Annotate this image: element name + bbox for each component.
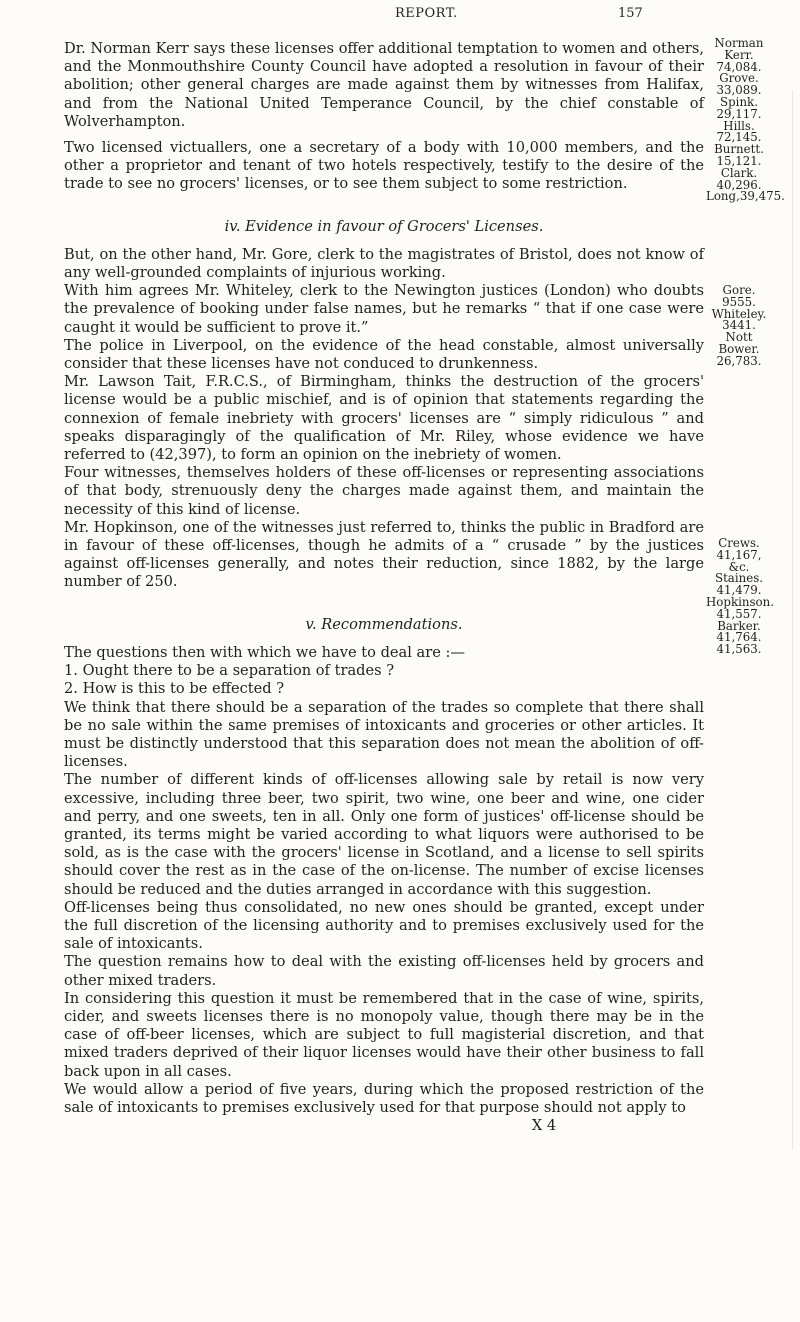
paragraph: The questions then with which we have to deal are :— <box>64 643 466 661</box>
paragraph: The number of different kinds of off-licenses allowing sale by retail is now very excessive, including three beer, two spirit, two wine, one beer and wine, one cider and perry, and one sweets, ten in all. Only one form of justices' off-license should be granted, its terms might be varied according to what liquors were authorised to be sold, as is the case with the grocers' license in Scotland, and a license to sell spirits should cover the rest as in the case of the on-license. The number of excise licenses should be reduced and the duties arranged in accordance with this suggestion. <box>64 771 704 898</box>
page-edge-shadow <box>792 90 793 1150</box>
margin-notes-group-1 <box>706 36 785 204</box>
margin-note: 41,479. <box>716 583 762 598</box>
margin-note: Clark. <box>720 165 758 180</box>
page-number: 157 <box>618 6 643 21</box>
margin-notes-group-2 <box>706 285 772 368</box>
running-title: REPORT. <box>395 6 458 21</box>
paragraph: Dr. Norman Kerr says these licenses offer additional temptation to women and others, and the Monmouthshire County Council have adopted a resolution in favour of their abolition; other general charges are made against them by witnesses from Halifax, and from the National United Temperance Council, by the chief constable of Wolverhampton. <box>64 40 704 130</box>
paragraph: The police in Liverpool, on the evidence of the head constable, almost universally consider that these licenses have not conduced to drunkenness. <box>64 336 704 373</box>
paragraph: The question remains how to deal with the existing off-licenses held by grocers and other mixed traders. <box>64 953 704 989</box>
margin-note: Whiteley. <box>711 306 767 321</box>
margin-note: Staines. <box>714 571 763 586</box>
margin-note: Gore. <box>722 283 756 297</box>
margin-note: 29,117. <box>716 106 762 121</box>
margin-notes-group-3 <box>706 538 772 656</box>
paragraph: We would allow a period of five years, during which the proposed restriction of the sale of intoxicants to premises exclusively used for that purpose should not apply to <box>64 1080 704 1116</box>
margin-note: Nott Bower. <box>718 330 760 356</box>
margin-note: 41,167, &c. <box>716 547 762 574</box>
margin-note: Grove. <box>719 71 759 86</box>
margin-note: Kerr. 74,084. <box>716 47 762 74</box>
margin-note: 41,557. <box>716 606 762 621</box>
margin-note: Norman <box>714 36 764 50</box>
paragraph: But, on the other hand, Mr. Gore, clerk to the magistrates of Bristol, does not know of any well-grounded complaints of injurious working. <box>64 245 704 282</box>
margin-note: 41,563. <box>716 642 762 657</box>
margin-note: 9555. <box>722 294 756 309</box>
paragraph: Four witnesses, themselves holders of these off-licenses or representing associations of that body, strenuously deny the charges made against them, and maintain the necessity of this kind of license. <box>64 464 704 518</box>
margin-note: Burnett. <box>714 142 764 157</box>
page-header <box>0 6 800 26</box>
margin-note: 40,296. <box>716 177 762 192</box>
margin-note: Spink. <box>720 94 758 109</box>
body-text <box>64 40 704 1135</box>
paragraph: Mr. Hopkinson, one of the witnesses just referred to, thinks the public in Bradford are in favour of these off-licenses, though he admits of a “ crusade ” by the justices against off-licenses generally, and notes their reduction, since 1882, by the large number of 250. <box>64 518 704 591</box>
signature-mark: X 4 <box>531 1117 557 1135</box>
paragraph: 1. Ought there to be a separation of trades ? <box>64 662 395 680</box>
paragraph: With him agrees Mr. Whiteley, clerk to the Newington justices (London) who doubts the prevalence of booking under false names, but he remarks “ that if one case were caught it would be sufficient to prove it.” <box>64 282 704 336</box>
section-heading: iv. Evidence in favour of Grocers' Licenses. <box>224 217 544 235</box>
margin-note: Hopkinson. <box>706 594 774 609</box>
margin-note: 33,089. <box>716 83 762 98</box>
margin-note: Long,39,475. <box>706 189 785 204</box>
margin-note: 26,783. <box>716 353 762 368</box>
margin-note: 15,121. <box>716 153 762 168</box>
paragraph: Off-licenses being thus consolidated, no new ones should be granted, except under the full discretion of the licensing authority and to premises exclusively used for the sale of intoxicants. <box>64 898 704 953</box>
margin-note: 3441. <box>722 318 756 333</box>
margin-note: Hills. 72,145. <box>716 118 762 145</box>
paragraph: Mr. Lawson Tait, F.R.C.S., of Birmingham, thinks the destruction of the grocers' license would be a public mischief, and is of opinion that statements regarding the connexion of female inebriety with grocers' licenses are “ simply ridiculous ” and speaks disparagingly of the qualification of Mr. Riley, whose evidence we have referred to (42,397), to form an opinion on the inebriety of women. <box>64 373 704 464</box>
margin-note: Barker. <box>717 618 761 633</box>
paragraph: 2. How is this to be effected ? <box>64 680 285 698</box>
margin-note: 41,764. <box>716 630 762 645</box>
margin-note: Crews. <box>718 536 760 550</box>
section-heading: v. Recommendations. <box>305 615 463 633</box>
paragraph: We think that there should be a separation of the trades so complete that there shall be no sale within the same premises of intoxicants and groceries or other articles. It must be distinctly understood that this separation does not mean the abolition of off-licenses. <box>64 698 704 771</box>
paragraph: In considering this question it must be remembered that in the case of wine, spirits, cider, and sweets licenses there is no monopoly value, though there may be in the case of off-beer licenses, which are subject to full magisterial discretion, and that mixed traders deprived of their liquor licenses would have their other business to fall back upon in all cases. <box>64 989 704 1080</box>
paragraph: Two licensed victuallers, one a secretary of a body with 10,000 members, and the other a proprietor and tenant of two hotels respectively, testify to the desire of the trade to see no grocers' licenses, or to see them subject to some restriction. <box>64 139 704 193</box>
